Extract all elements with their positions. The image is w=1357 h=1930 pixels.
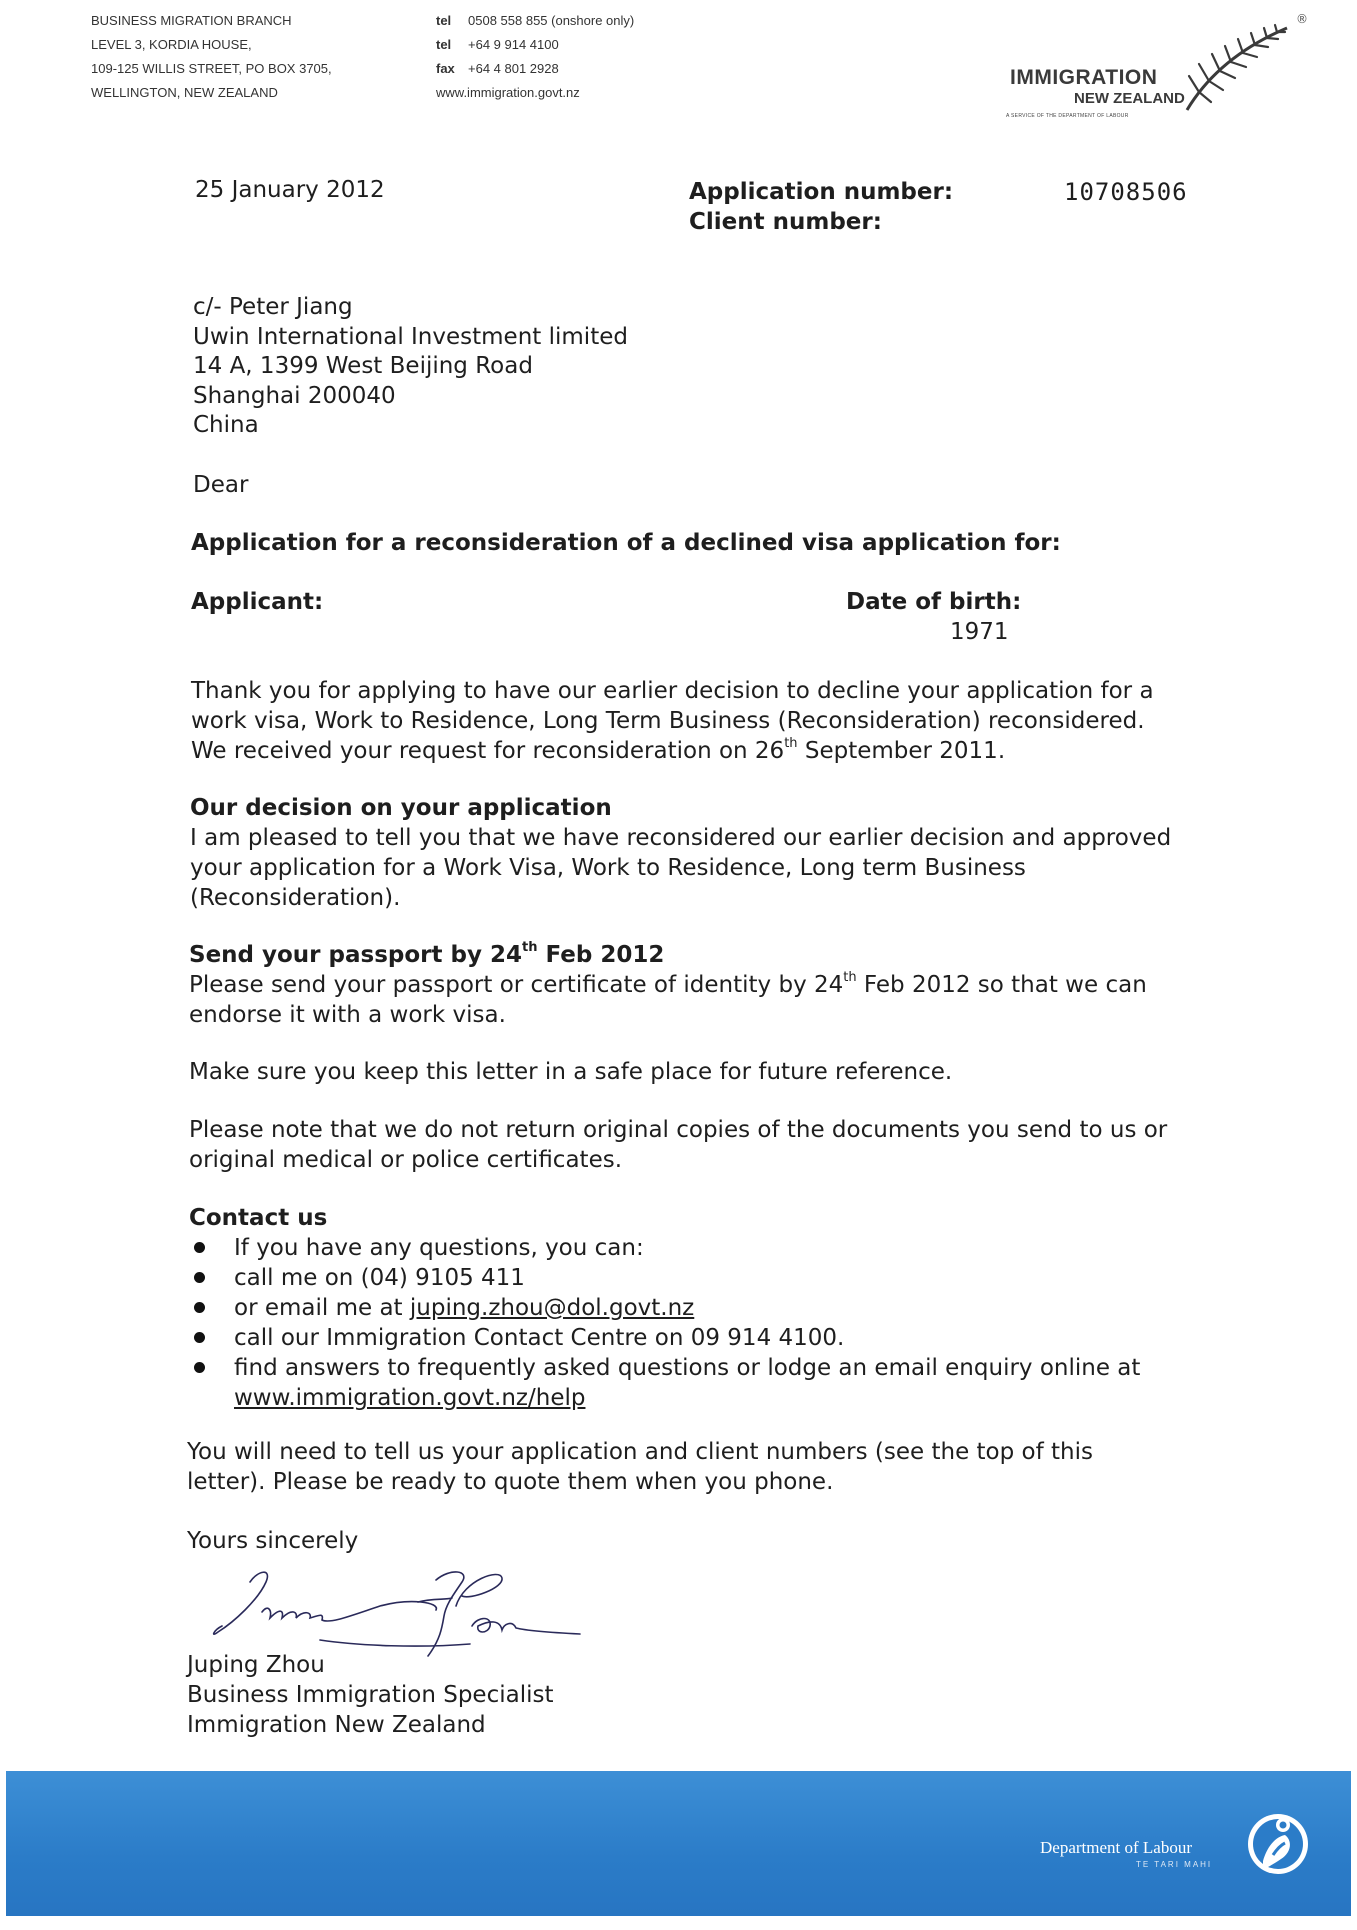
- decision-heading: Our decision on your application: [190, 795, 612, 821]
- dob-value: 1971: [950, 619, 1009, 645]
- decision-line: your application for a Work Visa, Work to Residence, Long term Business: [190, 855, 1026, 881]
- closing: Yours sincerely: [187, 1528, 359, 1554]
- intro-line: We received your request for reconsideration on 26th September 2011.: [191, 736, 1006, 764]
- list-item: find answers to frequently asked questions or lodge an email enquiry online at www.immigration.govt.nz/help: [189, 1353, 1269, 1413]
- decision-section: [190, 793, 1270, 913]
- reminder-line: You will need to tell us your application and client numbers (see the top of this: [187, 1439, 1093, 1465]
- contact-phone-1: tel 0508 558 855 (onshore only): [436, 13, 635, 28]
- address-line: 109-125 WILLIS STREET, PO BOX 3705,: [91, 61, 332, 76]
- reminder-paragraph: [187, 1437, 1267, 1497]
- dob-label: Date of birth:: [846, 589, 1022, 615]
- client-number-label: Client number:: [689, 209, 882, 235]
- reminder-line: letter). Please be ready to quote them when you phone.: [187, 1469, 834, 1495]
- intro-paragraph: [191, 676, 1271, 766]
- sender-contacts: [436, 9, 634, 105]
- contact-phone-2: tel +64 9 914 4100: [436, 37, 559, 52]
- silver-fern-icon: [1175, 20, 1295, 115]
- application-number-label: Application number:: [689, 179, 954, 205]
- salutation: Dear: [193, 472, 249, 498]
- recipient-line: c/- Peter Jiang: [193, 294, 353, 320]
- list-item: or email me at juping.zhou@dol.govt.nz: [189, 1293, 1269, 1323]
- list-item: call me on (04) 9105 411: [189, 1263, 1269, 1293]
- recipient-line: China: [193, 412, 259, 438]
- immigration-nz-logo: [1000, 10, 1320, 125]
- list-item: call our Immigration Contact Centre on 09 914 4100.: [189, 1323, 1269, 1353]
- signer-block: [187, 1650, 554, 1740]
- bullet-icon: [194, 1242, 205, 1253]
- bullet-icon: [194, 1272, 205, 1283]
- registered-mark: ®: [1296, 12, 1308, 26]
- bullet-icon: [194, 1302, 205, 1313]
- applicant-label: Applicant:: [191, 589, 324, 615]
- applicant-name-redaction: [185, 620, 350, 650]
- help-link[interactable]: www.immigration.govt.nz/help: [234, 1385, 586, 1411]
- address-line: WELLINGTON, NEW ZEALAND: [91, 85, 278, 100]
- keep-letter-text: Make sure you keep this letter in a safe place for future reference.: [189, 1059, 953, 1085]
- bullet-icon: [194, 1332, 205, 1343]
- contact-heading: Contact us: [189, 1205, 328, 1231]
- signer-name: Juping Zhou: [187, 1652, 325, 1678]
- recipient-address: [193, 293, 628, 441]
- letter-date: 25 January 2012: [195, 177, 385, 203]
- email-link[interactable]: juping.zhou@dol.govt.nz: [409, 1295, 695, 1321]
- address-line: LEVEL 3, KORDIA HOUSE,: [91, 37, 252, 52]
- note-paragraph: [189, 1115, 1269, 1175]
- passport-line: endorse it with a work visa.: [189, 1002, 506, 1028]
- recipient-name-redaction: [185, 252, 370, 290]
- decision-line: I am pleased to tell you that we have reconsidered our earlier decision and approved: [190, 825, 1172, 851]
- department-name: Department of Labour: [1040, 1838, 1192, 1857]
- signer-org: Immigration New Zealand: [187, 1712, 486, 1738]
- website-link[interactable]: www.immigration.govt.nz: [436, 85, 580, 100]
- client-number-redaction: [1040, 210, 1240, 280]
- logo-subtitle: NEW ZEALAND: [1074, 90, 1185, 107]
- footer-band: [6, 1771, 1351, 1916]
- recipient-line: Uwin International Investment limited: [193, 323, 628, 350]
- note-line: original medical or police certificates.: [189, 1147, 623, 1173]
- decision-line: (Reconsideration).: [190, 885, 401, 911]
- dol-logo-icon: [1245, 1811, 1311, 1877]
- logo-tagline: A SERVICE OF THE DEPARTMENT OF LABOUR: [1006, 113, 1129, 119]
- logo-title: IMMIGRATION: [1010, 66, 1158, 89]
- note-line: Please note that we do not return original copies of the documents you send to us or: [189, 1117, 1168, 1143]
- dol-branding: [1040, 1838, 1212, 1869]
- maori-name: TE TARI MAHI: [1136, 1860, 1213, 1869]
- contact-fax: fax +64 4 801 2928: [436, 61, 559, 76]
- passport-section: [189, 940, 1269, 1030]
- intro-line: work visa, Work to Residence, Long Term Business (Reconsideration) reconsidered.: [191, 708, 1145, 734]
- intro-line: Thank you for applying to have our earlier decision to decline your application for a: [191, 678, 1154, 704]
- sender-address: [91, 9, 332, 105]
- passport-line: Please send your passport or certificate of identity by 24th Feb 2012 so that we can: [189, 970, 1147, 998]
- bullet-icon: [194, 1362, 205, 1373]
- contact-section: [189, 1203, 1269, 1413]
- application-number: 10708506: [1064, 178, 1188, 206]
- signer-title: Business Immigration Specialist: [187, 1682, 554, 1708]
- passport-heading: Send your passport by 24th Feb 2012: [189, 940, 665, 968]
- contact-list: [189, 1233, 1269, 1413]
- list-item: If you have any questions, you can:: [189, 1233, 1269, 1263]
- subject-line: Application for a reconsideration of a declined visa application for:: [191, 530, 1061, 556]
- recipient-line: 14 A, 1399 West Beijing Road: [193, 353, 533, 379]
- address-line: BUSINESS MIGRATION BRANCH: [91, 13, 292, 28]
- recipient-line: Shanghai 200040: [193, 382, 396, 409]
